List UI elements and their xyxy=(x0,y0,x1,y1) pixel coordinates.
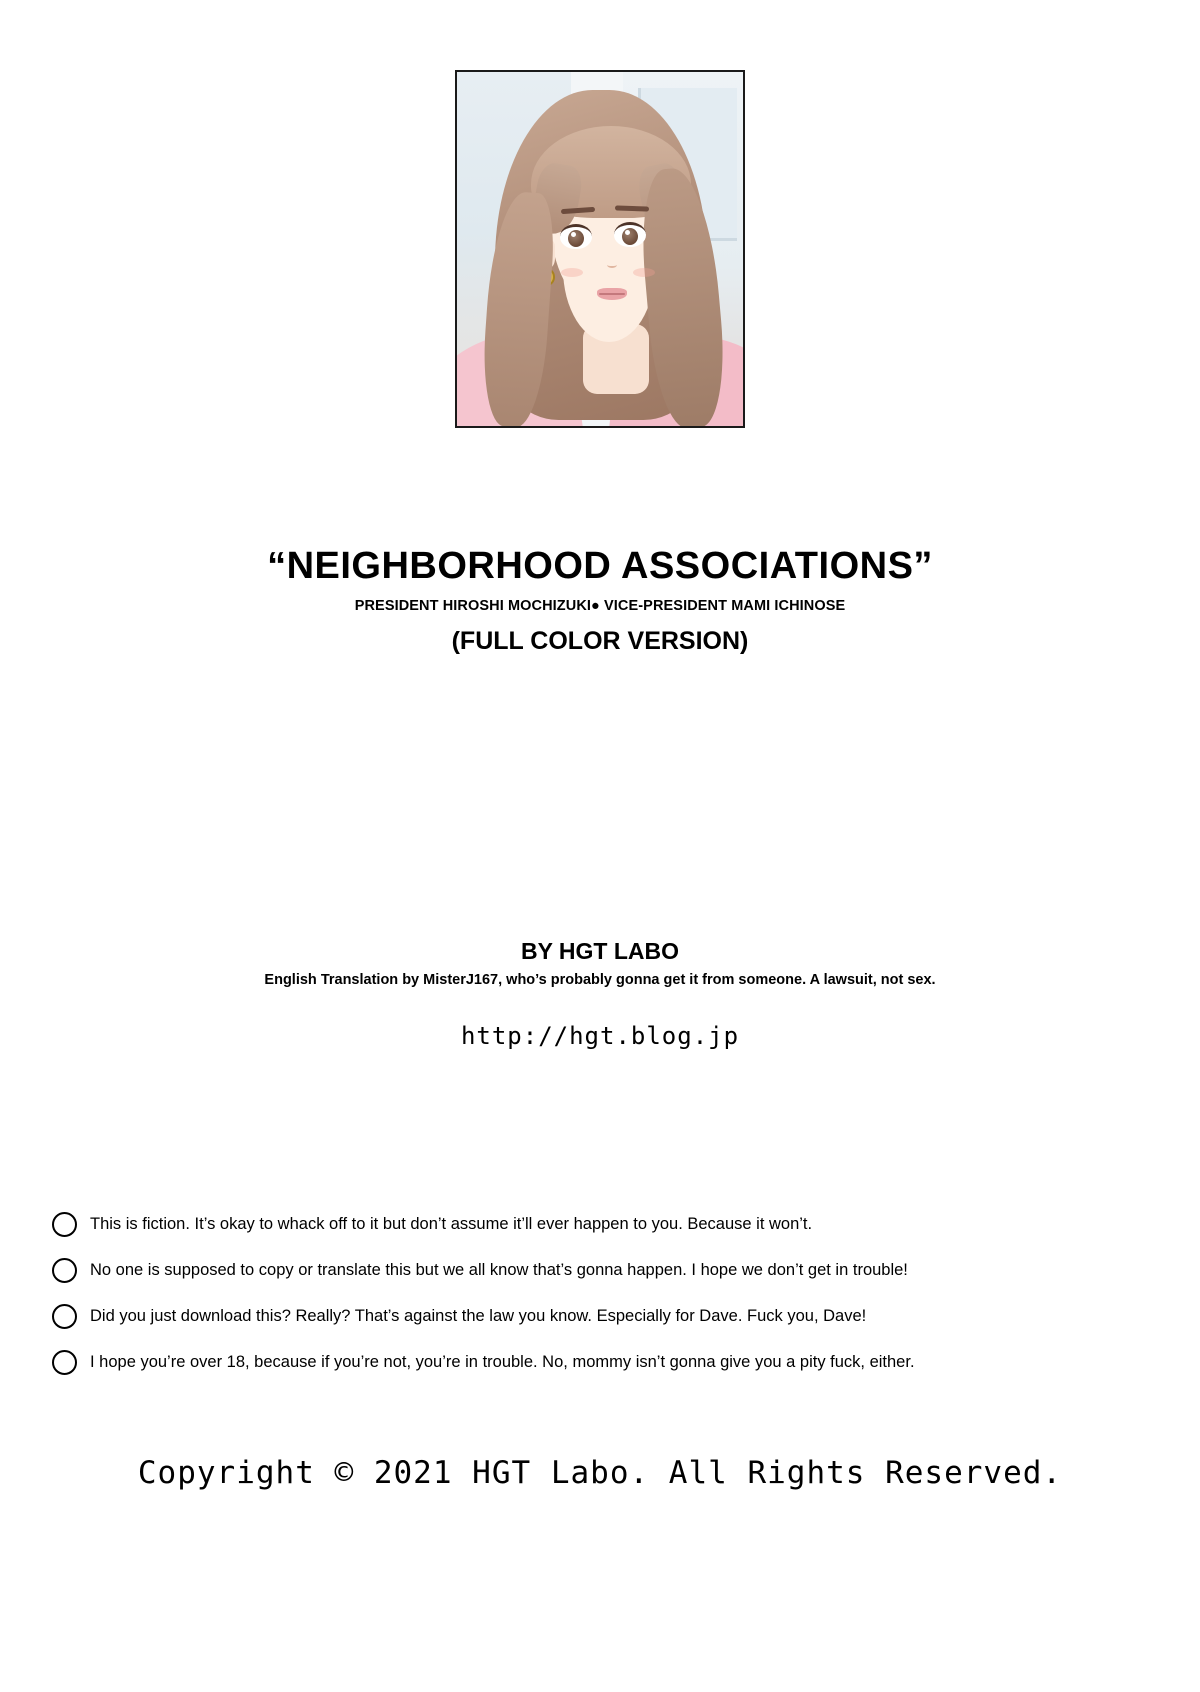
title-subtitle: PRESIDENT HIROSHI MOCHIZUKI● VICE-PRESIDENT MAMI ICHINOSE xyxy=(354,598,846,614)
iris-left xyxy=(568,230,584,247)
mouth-shape xyxy=(597,288,627,300)
disclaimer-text: No one is supposed to copy or translate this but we all know that’s gonna happen. I hope we don’t get in trouble! xyxy=(90,1260,908,1279)
eye-right xyxy=(614,222,646,247)
disclaimer-text: This is fiction. It’s okay to whack off to it but don’t assume it’ll ever happen to you. Because it won’t. xyxy=(90,1214,813,1233)
blush-left xyxy=(561,268,583,277)
radio-circle-icon[interactable] xyxy=(52,1258,77,1283)
disclaimer-text: I hope you’re over 18, because if you’re not, you’re in trouble. No, mommy isn’t gonna give you a pity fuck, either. xyxy=(90,1352,915,1371)
nose-shape xyxy=(607,262,617,268)
title-block xyxy=(0,545,1200,656)
list-item[interactable] xyxy=(52,1258,1152,1283)
cover-illustration xyxy=(455,70,745,428)
credits-block xyxy=(0,938,1200,1050)
radio-circle-icon[interactable] xyxy=(52,1350,77,1375)
copyright-notice: Copyright © 2021 HGT Labo. All Rights Reserved. xyxy=(137,1455,1063,1491)
radio-circle-icon[interactable] xyxy=(52,1212,77,1237)
list-item[interactable] xyxy=(52,1350,1152,1375)
iris-right xyxy=(622,228,638,245)
translation-credit: English Translation by MisterJ167, who’s probably gonna get it from someone. A lawsuit, not sex. xyxy=(264,972,936,988)
radio-circle-icon[interactable] xyxy=(52,1304,77,1329)
disclaimer-text: Did you just download this? Really? That’s against the law you know. Especially for Dave. Fuck you, Dave! xyxy=(90,1306,867,1325)
page-title: “NEIGHBORHOOD ASSOCIATIONS” xyxy=(267,545,933,587)
disclaimer-list xyxy=(52,1212,1152,1396)
list-item[interactable] xyxy=(52,1212,1152,1237)
cover-illustration-container xyxy=(0,70,1200,428)
eye-left xyxy=(560,224,592,249)
title-version: (FULL COLOR VERSION) xyxy=(451,627,749,655)
author-line: BY HGT LABO xyxy=(520,938,680,964)
website-url[interactable]: http://hgt.blog.jp xyxy=(460,1022,740,1050)
blush-right xyxy=(633,268,655,277)
list-item[interactable] xyxy=(52,1304,1152,1329)
